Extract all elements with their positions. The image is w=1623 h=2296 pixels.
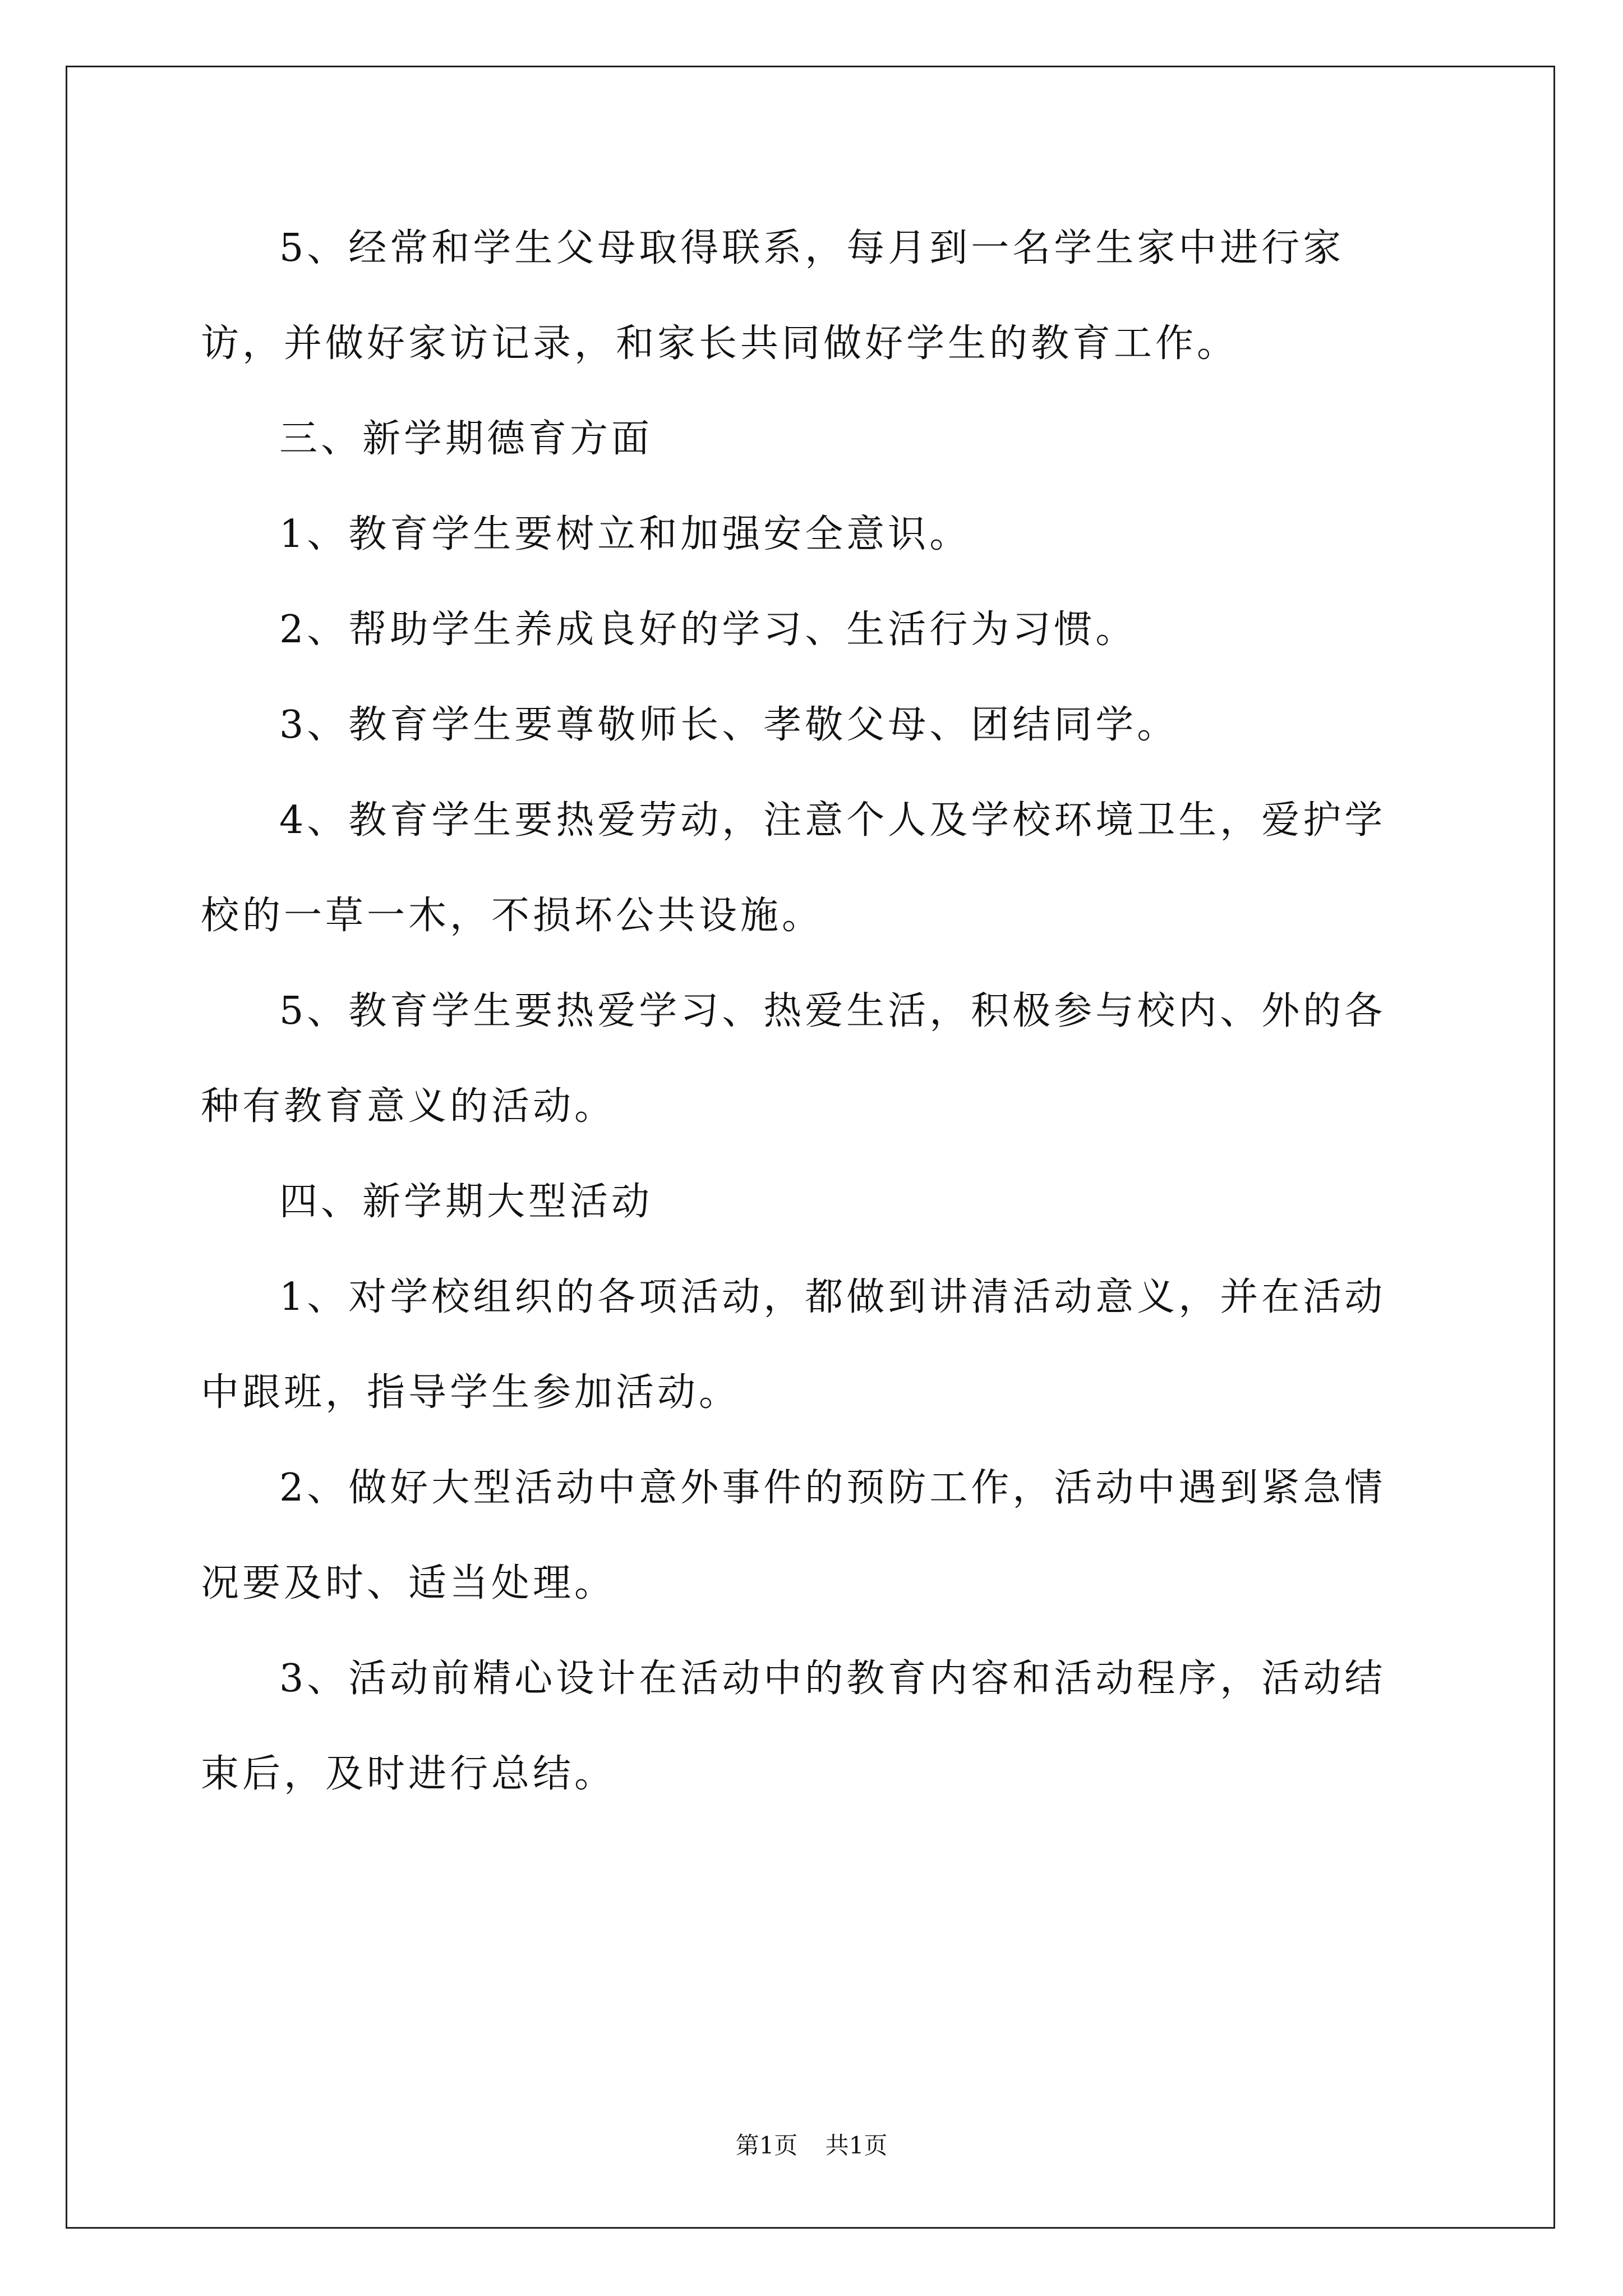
section-heading-4: 四、新学期大型活动 [279,1180,653,1224]
paragraph-10: 2、做好大型活动中意外事件的预防工作，活动中遇到紧急情况要及时、适当处理。 [201,1466,1386,1605]
section-heading-3: 三、新学期德育方面 [279,417,653,461]
document-body [201,201,1423,1822]
paragraph-4: 2、帮助学生养成良好的学习、生活行为习惯。 [279,608,1137,652]
paragraph-3: 1、教育学生要树立和加强安全意识。 [279,512,971,556]
page-total: 共1页 [825,2132,888,2159]
page-footer [0,2129,1623,2162]
paragraph-11: 3、活动前精心设计在活动中的教育内容和活动程序，活动结束后，及时进行总结。 [201,1657,1386,1796]
paragraph-6: 4、教育学生要热爱劳动，注意个人及学校环境卫生，爱护学校的一草一木，不损坏公共设施。 [201,798,1386,938]
paragraph-7: 5、教育学生要热爱学习、热爱生活，积极参与校内、外的各种有教育意义的活动。 [201,989,1386,1129]
paragraph-1: 5、经常和学生父母取得联系，每月到一名学生家中进行家访，并做好家访记录，和家长共同做好学生的教育工作。 [201,226,1345,366]
paragraph-9: 1、对学校组织的各项活动，都做到讲清活动意义，并在活动中跟班，指导学生参加活动。 [201,1275,1386,1415]
paragraph-5: 3、教育学生要尊敬师长、孝敬父母、团结同学。 [279,703,1179,747]
page-number: 第1页 [735,2132,798,2159]
